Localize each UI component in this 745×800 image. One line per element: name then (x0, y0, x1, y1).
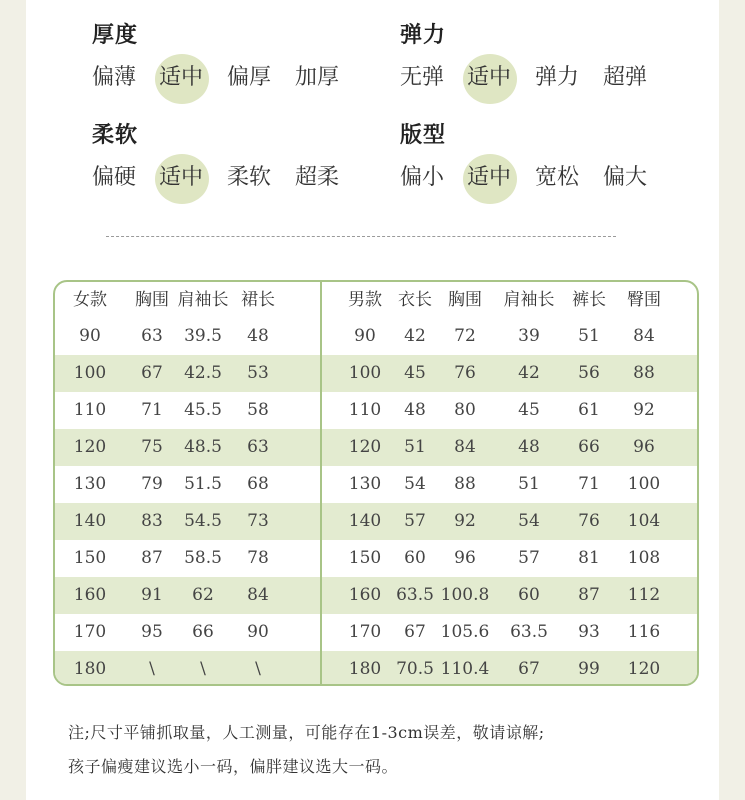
table-cell: 150 (73, 548, 107, 568)
attr-title: 版型 (400, 123, 447, 148)
table-cell: 66 (192, 622, 214, 642)
table-row (55, 651, 697, 686)
table-cell: 60 (404, 548, 426, 568)
table-cell: 71 (141, 400, 163, 420)
table-cell: 51 (578, 326, 600, 346)
table-column-separator (320, 282, 322, 684)
attr-title: 厚度 (92, 23, 139, 48)
option: 超弹 (603, 65, 648, 90)
left-margin-texture (0, 0, 26, 800)
table-cell: 67 (518, 659, 540, 679)
table-cell: 160 (73, 585, 107, 605)
header-cell: 男款 (348, 290, 382, 310)
option: 超柔 (295, 165, 340, 190)
table-row (55, 429, 697, 466)
table-cell: 72 (454, 326, 476, 346)
table-cell: 99 (578, 659, 600, 679)
option: 宽松 (535, 165, 580, 190)
option: 偏厚 (227, 65, 272, 90)
attr-title: 柔软 (92, 123, 139, 148)
header-cell: 臀围 (627, 290, 661, 310)
table-cell: 87 (141, 548, 163, 568)
attr-options (92, 160, 392, 200)
header-cell: 肩袖长 (177, 290, 229, 310)
table-cell: 45 (404, 363, 426, 383)
table-cell: 84 (454, 437, 476, 457)
attr-elasticity (400, 18, 648, 90)
table-cell: 140 (73, 511, 107, 531)
table-cell: 90 (247, 622, 269, 642)
table-cell: 110 (73, 400, 107, 420)
table-cell: 81 (578, 548, 600, 568)
attr-fit (400, 118, 648, 190)
table-cell: 170 (73, 622, 107, 642)
table-cell: 51 (518, 474, 540, 494)
option: 偏薄 (92, 65, 137, 90)
option-selected: 适中 (467, 160, 511, 196)
table-cell: 42 (518, 363, 540, 383)
table-cell: 67 (141, 363, 163, 383)
attr-options (400, 60, 700, 100)
table-cell: 76 (578, 511, 600, 531)
table-cell: 48 (518, 437, 540, 457)
table-cell: 84 (633, 326, 655, 346)
note-line-2: 孩子偏瘦建议选小一码，偏胖建议选大一码。 (68, 757, 399, 776)
table-cell: 80 (454, 400, 476, 420)
table-cell: 54 (404, 474, 426, 494)
table-cell: 160 (348, 585, 382, 605)
option-selected: 适中 (159, 160, 203, 196)
table-cell: 73 (247, 511, 269, 531)
attr-softness (92, 118, 340, 190)
table-cell: 58 (247, 400, 269, 420)
table-cell: 88 (633, 363, 655, 383)
table-cell: 42.5 (184, 363, 222, 383)
table-cell: 48 (247, 326, 269, 346)
table-cell: 96 (454, 548, 476, 568)
table-cell: 63 (247, 437, 269, 457)
table-cell: 96 (633, 437, 655, 457)
table-cell: 54.5 (184, 511, 222, 531)
table-cell: 170 (348, 622, 382, 642)
header-cell: 裤长 (572, 290, 606, 310)
table-cell: 84 (247, 585, 269, 605)
table-cell: 62 (192, 585, 214, 605)
table-cell: 70.5 (396, 659, 434, 679)
table-cell: 68 (247, 474, 269, 494)
table-cell: 56 (578, 363, 600, 383)
header-cell: 胸围 (135, 290, 169, 310)
option-selected: 适中 (159, 60, 203, 96)
table-row (55, 577, 697, 614)
option: 柔软 (227, 165, 272, 190)
table-row (55, 318, 697, 355)
table-cell: 57 (404, 511, 426, 531)
table-cell: 58.5 (184, 548, 222, 568)
table-cell: 90 (79, 326, 101, 346)
table-cell: 63.5 (510, 622, 548, 642)
table-cell: 63 (141, 326, 163, 346)
table-cell: 76 (454, 363, 476, 383)
table-cell: 48 (404, 400, 426, 420)
table-cell: 71 (578, 474, 600, 494)
table-cell: 130 (73, 474, 107, 494)
table-cell: 75 (141, 437, 163, 457)
table-cell: 66 (578, 437, 600, 457)
table-cell: 42 (404, 326, 426, 346)
option: 加厚 (295, 65, 340, 90)
option: 偏大 (603, 165, 648, 190)
table-cell: 54 (518, 511, 540, 531)
table-cell: 48.5 (184, 437, 222, 457)
table-cell: 180 (348, 659, 382, 679)
table-cell: 78 (247, 548, 269, 568)
table-cell: 150 (348, 548, 382, 568)
table-row (55, 466, 697, 503)
table-cell: 110.4 (440, 659, 490, 679)
header-cell: 肩袖长 (503, 290, 555, 310)
attr-options (400, 160, 700, 200)
table-cell: \ (200, 659, 206, 679)
table-row (55, 392, 697, 429)
table-cell: 104 (627, 511, 661, 531)
table-cell: 100 (348, 363, 382, 383)
table-cell: 112 (627, 585, 661, 605)
attr-thickness (92, 18, 340, 90)
table-cell: 60 (518, 585, 540, 605)
table-cell: 120 (73, 437, 107, 457)
table-cell: 95 (141, 622, 163, 642)
table-cell: 92 (454, 511, 476, 531)
option: 偏硬 (92, 165, 137, 190)
table-cell: 88 (454, 474, 476, 494)
table-cell: 87 (578, 585, 600, 605)
table-cell: 63.5 (396, 585, 434, 605)
table-cell: 130 (348, 474, 382, 494)
size-table (53, 280, 699, 686)
table-cell: 100.8 (440, 585, 490, 605)
table-row (55, 355, 697, 392)
attr-options (92, 60, 392, 100)
table-cell: 180 (73, 659, 107, 679)
table-cell: 92 (633, 400, 655, 420)
table-cell: 79 (141, 474, 163, 494)
note-line-1: 注;尺寸平铺抓取量，人工测量，可能存在1-3cm误差，敬请谅解; (68, 723, 545, 742)
table-cell: 53 (247, 363, 269, 383)
table-cell: \ (255, 659, 261, 679)
table-cell: 105.6 (440, 622, 490, 642)
option: 无弹 (400, 65, 445, 90)
header-cell: 衣长 (398, 290, 432, 310)
table-cell: 108 (627, 548, 661, 568)
table-cell: 90 (354, 326, 376, 346)
table-cell: 116 (627, 622, 661, 642)
table-cell: 100 (627, 474, 661, 494)
attr-title: 弹力 (400, 23, 447, 48)
table-cell: 83 (141, 511, 163, 531)
table-cell: 57 (518, 548, 540, 568)
table-cell: 140 (348, 511, 382, 531)
table-cell: 120 (348, 437, 382, 457)
option: 偏小 (400, 165, 445, 190)
table-header-row (55, 282, 697, 318)
header-cell: 胸围 (448, 290, 482, 310)
table-cell: 120 (627, 659, 661, 679)
table-cell: 110 (348, 400, 382, 420)
table-cell: \ (149, 659, 155, 679)
table-cell: 39.5 (184, 326, 222, 346)
table-row (55, 614, 697, 651)
option: 弹力 (535, 65, 580, 90)
table-cell: 51 (404, 437, 426, 457)
table-cell: 93 (578, 622, 600, 642)
table-row (55, 503, 697, 540)
table-cell: 51.5 (184, 474, 222, 494)
table-cell: 61 (578, 400, 600, 420)
table-cell: 45 (518, 400, 540, 420)
header-cell: 裙长 (241, 290, 275, 310)
table-cell: 91 (141, 585, 163, 605)
table-cell: 39 (518, 326, 540, 346)
header-cell: 女款 (73, 290, 107, 310)
table-row (55, 540, 697, 577)
table-cell: 67 (404, 622, 426, 642)
table-cell: 45.5 (184, 400, 222, 420)
right-margin-texture (719, 0, 745, 800)
table-cell: 100 (73, 363, 107, 383)
option-selected: 适中 (467, 60, 511, 96)
size-guide-page (26, 0, 719, 800)
dashed-divider (106, 236, 616, 237)
